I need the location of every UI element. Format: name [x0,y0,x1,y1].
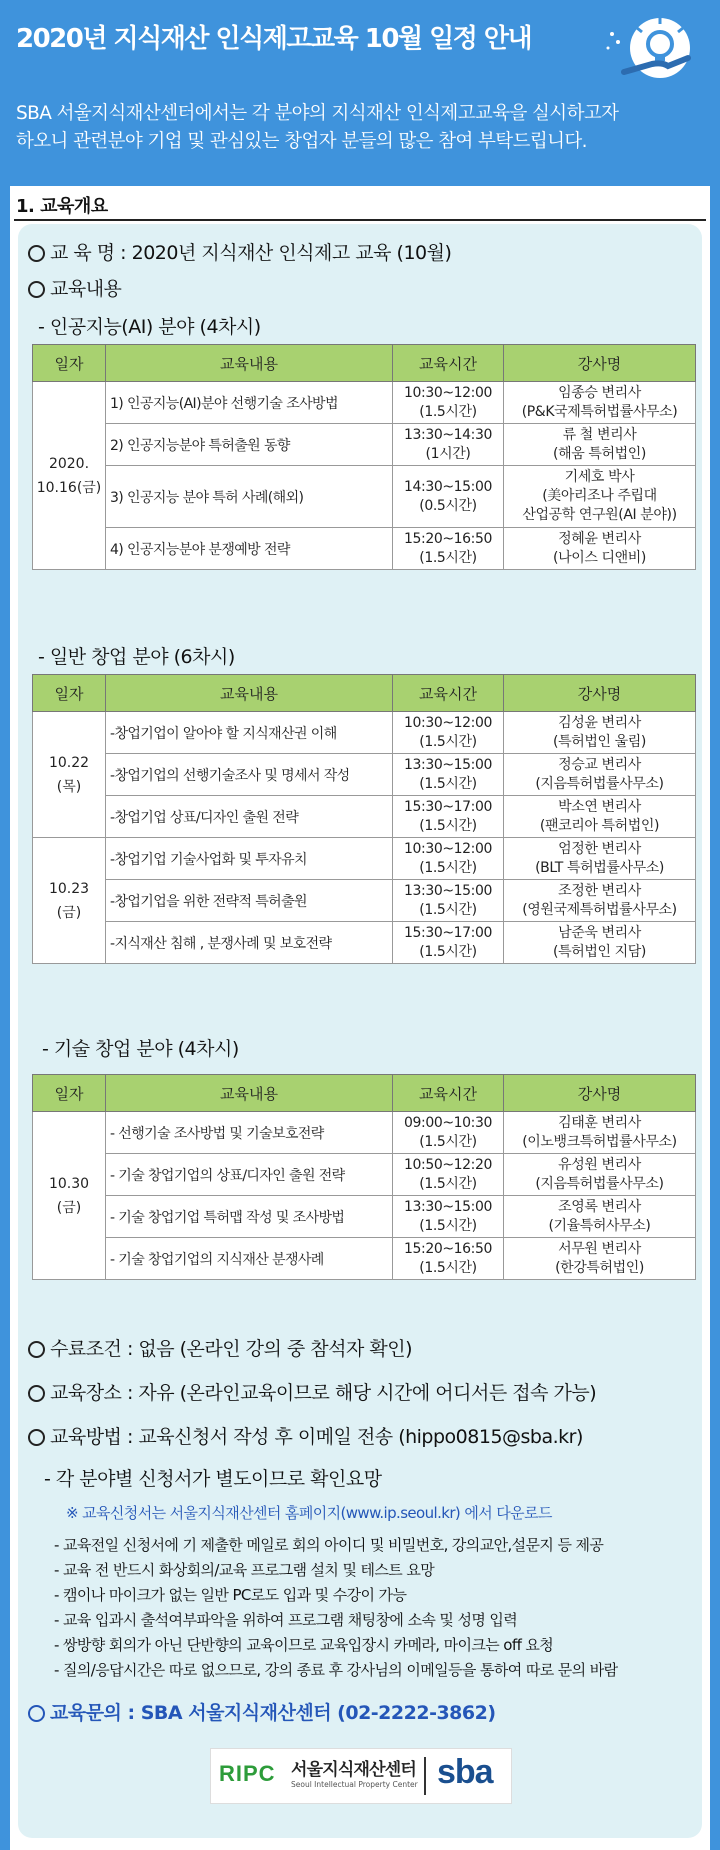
ripc-logo: RIPC [219,1761,276,1786]
time-cell: 13:30~15:00 (1.5시간) [393,754,504,796]
table-row [33,1196,696,1238]
instructor-cell: 김태훈 변리사 (이노뱅크특허법률사무소) [504,1112,696,1154]
intro-line: 하오니 관련분야 기업 및 관심있는 창업자 분들의 많은 참여 부탁드립니다. [16,131,587,152]
topic-cell: 2) 인공지능분야 특허출원 동향 [106,424,393,466]
time-cell: 15:20~16:50 (1.5시간) [393,528,504,570]
track-title: - 인공지능(AI) 분야 (4차시) [38,316,261,338]
page-title: 2020년 지식재산 인식제고교육 10월 일정 안내 [16,24,532,54]
time-cell: 10:50~12:20 (1.5시간) [393,1154,504,1196]
table-header-row [33,675,696,712]
instructor-cell: 서무원 변리사 (한강특허법인) [504,1238,696,1280]
course-content-item [28,274,121,301]
table-row [33,754,696,796]
track-title: - 일반 창업 분야 (6차시) [38,646,235,668]
place-text: 교육장소 : 자유 (온라인교육이므로 해당 시간에 어디서든 접속 가능) [50,1382,597,1404]
topic-cell: - 선행기술 조사방법 및 기술보호전략 [106,1112,393,1154]
center-name: 서울지식재산센터 [291,1760,416,1780]
circle-bullet-icon [28,281,45,298]
circle-bullet-icon [28,1341,45,1358]
note-item: - 교육 입과시 출석여부파악을 위하여 프로그램 채팅창에 소속 및 성명 입력 [54,1611,518,1629]
date-cell: 2020. 10.16(금) [33,382,106,570]
section-divider [14,219,706,221]
sponsor-logo [210,1748,512,1804]
topic-cell: - 기술 창업기업 특허맵 작성 및 조사방법 [106,1196,393,1238]
time-cell: 13:30~15:00 (1.5시간) [393,880,504,922]
table-row [33,796,696,838]
table-row [33,1112,696,1154]
download-notice: ※ 교육신청서는 서울지식재산센터 홈페이지(www.ip.seoul.kr) 에서 다운로드 [66,1504,552,1522]
completion-item [28,1334,412,1361]
note-item: - 질의/응답시간은 따로 없으므로, 강의 종료 후 강사님의 이메일등을 통하여 따로 문의 바람 [54,1661,618,1679]
table-row [33,424,696,466]
col-header: 일자 [33,1075,106,1112]
table-header-row [33,1075,696,1112]
note-item: - 교육 전 반드시 화상회의/교육 프로그램 설치 및 테스트 요망 [54,1561,435,1579]
instructor-cell: 임종승 변리사 (P&K국제특허법률사무소) [504,382,696,424]
col-header: 교육시간 [393,675,504,712]
schedule-table [32,674,696,964]
hand-idea-icon [602,14,698,84]
instructor-cell: 엄정한 변리사 (BLT 특허법률사무소) [504,838,696,880]
course-name: 교 육 명 : 2020년 지식재산 인식제고 교육 (10월) [50,242,452,264]
topic-cell: 4) 인공지능분야 분쟁예방 전략 [106,528,393,570]
sba-logo: sba [437,1753,493,1791]
time-cell: 15:30~17:00 (1.5시간) [393,796,504,838]
table-row [33,712,696,754]
circle-bullet-icon [28,1705,45,1722]
note-item: - 쌍방향 회의가 아닌 단반향의 교육이므로 교육입장시 카메라, 마이크는 off 요청 [54,1636,554,1654]
time-cell: 13:30~14:30 (1시간) [393,424,504,466]
topic-cell: -창업기업이 알아야 할 지식재산권 이해 [106,712,393,754]
topic-cell: - 기술 창업기업의 지식재산 분쟁사례 [106,1238,393,1280]
table-row [33,838,696,880]
table-row [33,466,696,528]
inquiry-text: 교육문의 : SBA 서울지식재산센터 (02-2222-3862) [50,1702,496,1724]
col-header: 교육시간 [393,345,504,382]
topic-cell: 3) 인공지능 분야 특허 사례(해외) [106,466,393,528]
col-header: 교육내용 [106,675,393,712]
table-row [33,922,696,964]
time-cell: 10:30~12:00 (1.5시간) [393,712,504,754]
method-item [28,1422,583,1449]
date-cell: 10.22 (목) [33,712,106,838]
col-header: 일자 [33,675,106,712]
note-item: - 캠이나 마이크가 없는 일반 PC로도 입과 및 수강이 가능 [54,1586,407,1604]
instructor-cell: 정혜윤 변리사 (나이스 디앤비) [504,528,696,570]
schedule-table [32,344,696,570]
note-item: - 교육전일 신청서에 기 제출한 메일로 회의 아이디 및 비밀번호, 강의교안,설문지 등 제공 [54,1536,604,1554]
track-title: - 기술 창업 분야 (4차시) [42,1038,239,1060]
section-title: 1. 교육개요 [16,196,108,217]
topic-cell: -창업기업의 선행기술조사 및 명세서 작성 [106,754,393,796]
col-header: 교육내용 [106,1075,393,1112]
time-cell: 13:30~15:00 (1.5시간) [393,1196,504,1238]
table-row [33,880,696,922]
topic-cell: -지식재산 침해 , 분쟁사례 및 보호전략 [106,922,393,964]
time-cell: 14:30~15:00 (0.5시간) [393,466,504,528]
instructor-cell: 조영록 변리사 (기율특허사무소) [504,1196,696,1238]
place-item [28,1378,596,1405]
col-header: 교육시간 [393,1075,504,1112]
time-cell: 15:30~17:00 (1.5시간) [393,922,504,964]
instructor-cell: 정승교 변리사 (지음특허법률사무소) [504,754,696,796]
completion-text: 수료조건 : 없음 (온라인 강의 중 참석자 확인) [50,1338,413,1360]
course-name-item [28,238,451,265]
date-cell: 10.23 (금) [33,838,106,964]
circle-bullet-icon [28,245,45,262]
date-cell: 10.30 (금) [33,1112,106,1280]
col-header: 강사명 [504,345,696,382]
time-cell: 10:30~12:00 (1.5시간) [393,838,504,880]
topic-cell: - 기술 창업기업의 상표/디자인 출원 전략 [106,1154,393,1196]
table-row [33,528,696,570]
topic-cell: 1) 인공지능(AI)분야 선행기술 조사방법 [106,382,393,424]
logo-divider [424,1757,426,1795]
schedule-table [32,1074,696,1280]
instructor-cell: 김성윤 변리사 (특허법인 울림) [504,712,696,754]
table-row [33,1238,696,1280]
instructor-cell: 류 철 변리사 (해움 특허법인) [504,424,696,466]
inquiry-item [28,1698,496,1725]
time-cell: 10:30~12:00 (1.5시간) [393,382,504,424]
topic-cell: -창업기업 상표/디자인 출원 전략 [106,796,393,838]
intro-line: SBA 서울지식재산센터에서는 각 분야의 지식재산 인식제고교육을 실시하고자 [16,103,619,124]
col-header: 일자 [33,345,106,382]
check-notice: - 각 분야별 신청서가 별도이므로 확인요망 [44,1468,382,1490]
circle-bullet-icon [28,1429,45,1446]
time-cell: 15:20~16:50 (1.5시간) [393,1238,504,1280]
table-row [33,1154,696,1196]
intro-text [16,100,706,156]
course-content-label: 교육내용 [50,278,122,300]
topic-cell: -창업기업 기술사업화 및 투자유치 [106,838,393,880]
method-text: 교육방법 : 교육신청서 작성 후 이메일 전송 (hippo0815@sba.kr) [50,1426,583,1448]
content-card [10,186,710,1850]
table-row [33,382,696,424]
col-header: 강사명 [504,1075,696,1112]
instructor-cell: 유성원 변리사 (지음특허법률사무소) [504,1154,696,1196]
topic-cell: -창업기업을 위한 전략적 특허출원 [106,880,393,922]
col-header: 강사명 [504,675,696,712]
instructor-cell: 조정한 변리사 (영원국제특허법률사무소) [504,880,696,922]
table-header-row [33,345,696,382]
instructor-cell: 박소연 변리사 (팬코리아 특허법인) [504,796,696,838]
time-cell: 09:00~10:30 (1.5시간) [393,1112,504,1154]
instructor-cell: 남준욱 변리사 (특허법인 지담) [504,922,696,964]
instructor-cell: 기세호 박사 (美아리조나 주립대 산업공학 연구원(AI 분야)) [504,466,696,528]
col-header: 교육내용 [106,345,393,382]
circle-bullet-icon [28,1385,45,1402]
center-name-en: Seoul Intellectual Property Center [291,1780,418,1789]
